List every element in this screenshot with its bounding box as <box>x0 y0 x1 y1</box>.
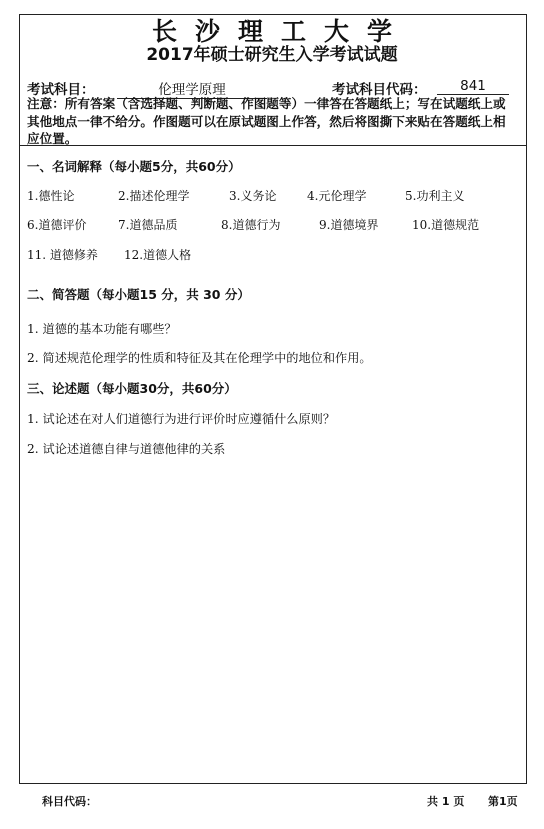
term-item: 3.义务论 <box>229 189 277 203</box>
term-item: 1.德性论 <box>27 189 75 203</box>
header-divider <box>20 145 526 146</box>
subject-code-value: 841 <box>437 78 509 95</box>
term-item: 4.元伦理学 <box>307 189 367 203</box>
section-3-title: 三、论述题（每小题30分，共60分） <box>27 381 237 396</box>
section-1-title: 一、名词解释（每小题5分，共60分） <box>27 159 241 174</box>
subject-value: 伦理学原理 <box>117 78 267 99</box>
section-2-title: 二、简答题（每小题15 分，共 30 分） <box>27 287 250 302</box>
footer-page-number: 第1页 <box>488 795 518 808</box>
term-item: 2.描述伦理学 <box>118 189 190 203</box>
question-item: 2. 简述规范伦理学的性质和特征及其在伦理学中的地位和作用。 <box>27 351 372 365</box>
term-item: 9.道德境界 <box>319 218 379 232</box>
university-name: 长沙理工大学 <box>151 17 410 46</box>
question-item: 1. 道德的基本功能有哪些？ <box>27 322 177 336</box>
term-item: 5.功利主义 <box>405 189 465 203</box>
term-item: 6.道德评价 <box>27 218 87 232</box>
notice-text: 注意：所有答案（含选择题、判断题、作图题等）一律答在答题纸上；写在试题纸上或其他地点一律不给分。作图题可以在原试题图上作答，然后将图撕下来贴在答题纸上相应位置。 <box>27 96 506 146</box>
question-item: 2. 试论述道德自律与道德他律的关系 <box>27 442 226 456</box>
exam-meta-row <box>27 78 526 96</box>
footer-code-label: 科目代码： <box>42 795 97 808</box>
term-item: 7.道德品质 <box>118 218 178 232</box>
subject-label: 考试科目： <box>27 82 95 98</box>
term-item: 12.道德人格 <box>124 248 192 262</box>
term-item: 10.道德规范 <box>412 218 480 232</box>
term-item: 8.道德行为 <box>221 218 281 232</box>
exam-title: 2017年硕士研究生入学考试试题 <box>146 45 398 65</box>
question-item: 1. 试论述在对人们道德行为进行评价时应遵循什么原则？ <box>27 412 336 426</box>
subject-code-label: 考试科目代码： <box>332 82 427 98</box>
term-item: 11. 道德修养 <box>27 248 98 262</box>
footer-total-pages: 共 1 页 <box>427 795 465 808</box>
